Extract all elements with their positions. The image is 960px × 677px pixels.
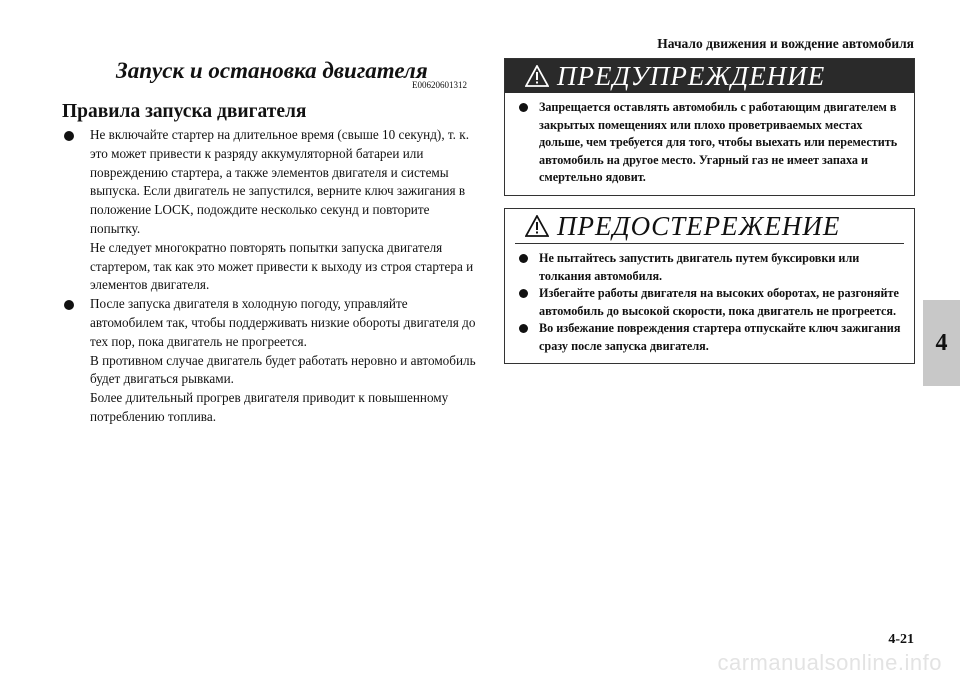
subheading: Правила запуска двигателя: [62, 101, 307, 122]
warning-box: [504, 58, 915, 196]
paragraph: Более длительный прогрев двигателя приводит к повышенному потреблению топлива.: [90, 390, 449, 424]
bullet-icon: [519, 103, 528, 112]
watermark: carmanualsonline.info: [717, 650, 942, 675]
bullet-icon: [64, 300, 74, 310]
warning-triangle-icon: [525, 65, 549, 87]
caution-item: [517, 320, 902, 355]
warning-item: [517, 99, 902, 187]
paragraph: После запуска двигателя в холодную погоду, управляйте автомобилем так, чтобы поддерживать низкие обороты двигателя до тех пор, пока двигатель не прогреется.: [90, 296, 476, 349]
running-header: Начало движения и вождение автомобиля: [657, 36, 914, 51]
caution-item: [517, 250, 902, 285]
bullet-icon: [64, 131, 74, 141]
bullet-icon: [519, 289, 528, 298]
section-code: E00620601312: [412, 80, 467, 90]
warning-triangle-icon: [525, 215, 549, 237]
caution-body: [505, 244, 914, 363]
warning-title: ПРЕДУПРЕЖДЕНИЕ: [557, 60, 826, 91]
caution-item: [517, 285, 902, 320]
chapter-tab: [923, 300, 960, 386]
bullet-icon: [519, 254, 528, 263]
caution-text: Избегайте работы двигателя на высоких оборотах, не разгоняйте автомобиль до высокой скорости, пока двигатель не прогреется.: [539, 286, 899, 318]
chapter-number: 4: [935, 329, 948, 356]
bullet-list: [62, 126, 482, 427]
caution-text: Во избежание повреждения стартера отпускайте ключ зажигания сразу после запуска двигателя.: [539, 321, 901, 353]
caution-header: [515, 209, 904, 244]
bullet-item: [62, 126, 482, 295]
section-title: Запуск и остановка двигателя: [116, 58, 428, 83]
caution-text: Не пытайтесь запустить двигатель путем буксировки или толкания автомобиля.: [539, 251, 860, 283]
warning-text: Запрещается оставлять автомобиль с работающим двигателем в закрытых помещениях или плохо проветриваемых местах дольше, чем требуется для того, чтобы выехать или переместить автомобиль на другое место. Угарный газ не имеет запаха и смертельно ядовит.: [539, 100, 898, 184]
page-number: 4-21: [888, 632, 914, 647]
warning-body: [505, 93, 914, 195]
paragraph: В противном случае двигатель будет работать неровно и автомобиль будет двигаться рывками.: [90, 352, 476, 387]
paragraph: Не следует многократно повторять попытки запуска двигателя стартером, так как это может привести к выходу из строя стартера и элементов двигателя.: [90, 239, 474, 293]
caution-box: [504, 208, 915, 364]
bullet-item: [62, 295, 482, 427]
warning-header: [505, 59, 914, 93]
caution-title: ПРЕДОСТЕРЕЖЕНИЕ: [557, 210, 841, 241]
paragraph: Не включайте стартер на длительное время (свыше 10 секунд), т. к. это может привести к разряду аккумуляторной батареи или повреждению стартера, а также элементов двигателя и системы выпуска. Если двигатель не запустился, верните ключ зажигания в положение LOCK, подождите несколько секунд и повторите попытку.: [90, 127, 469, 236]
bullet-icon: [519, 324, 528, 333]
